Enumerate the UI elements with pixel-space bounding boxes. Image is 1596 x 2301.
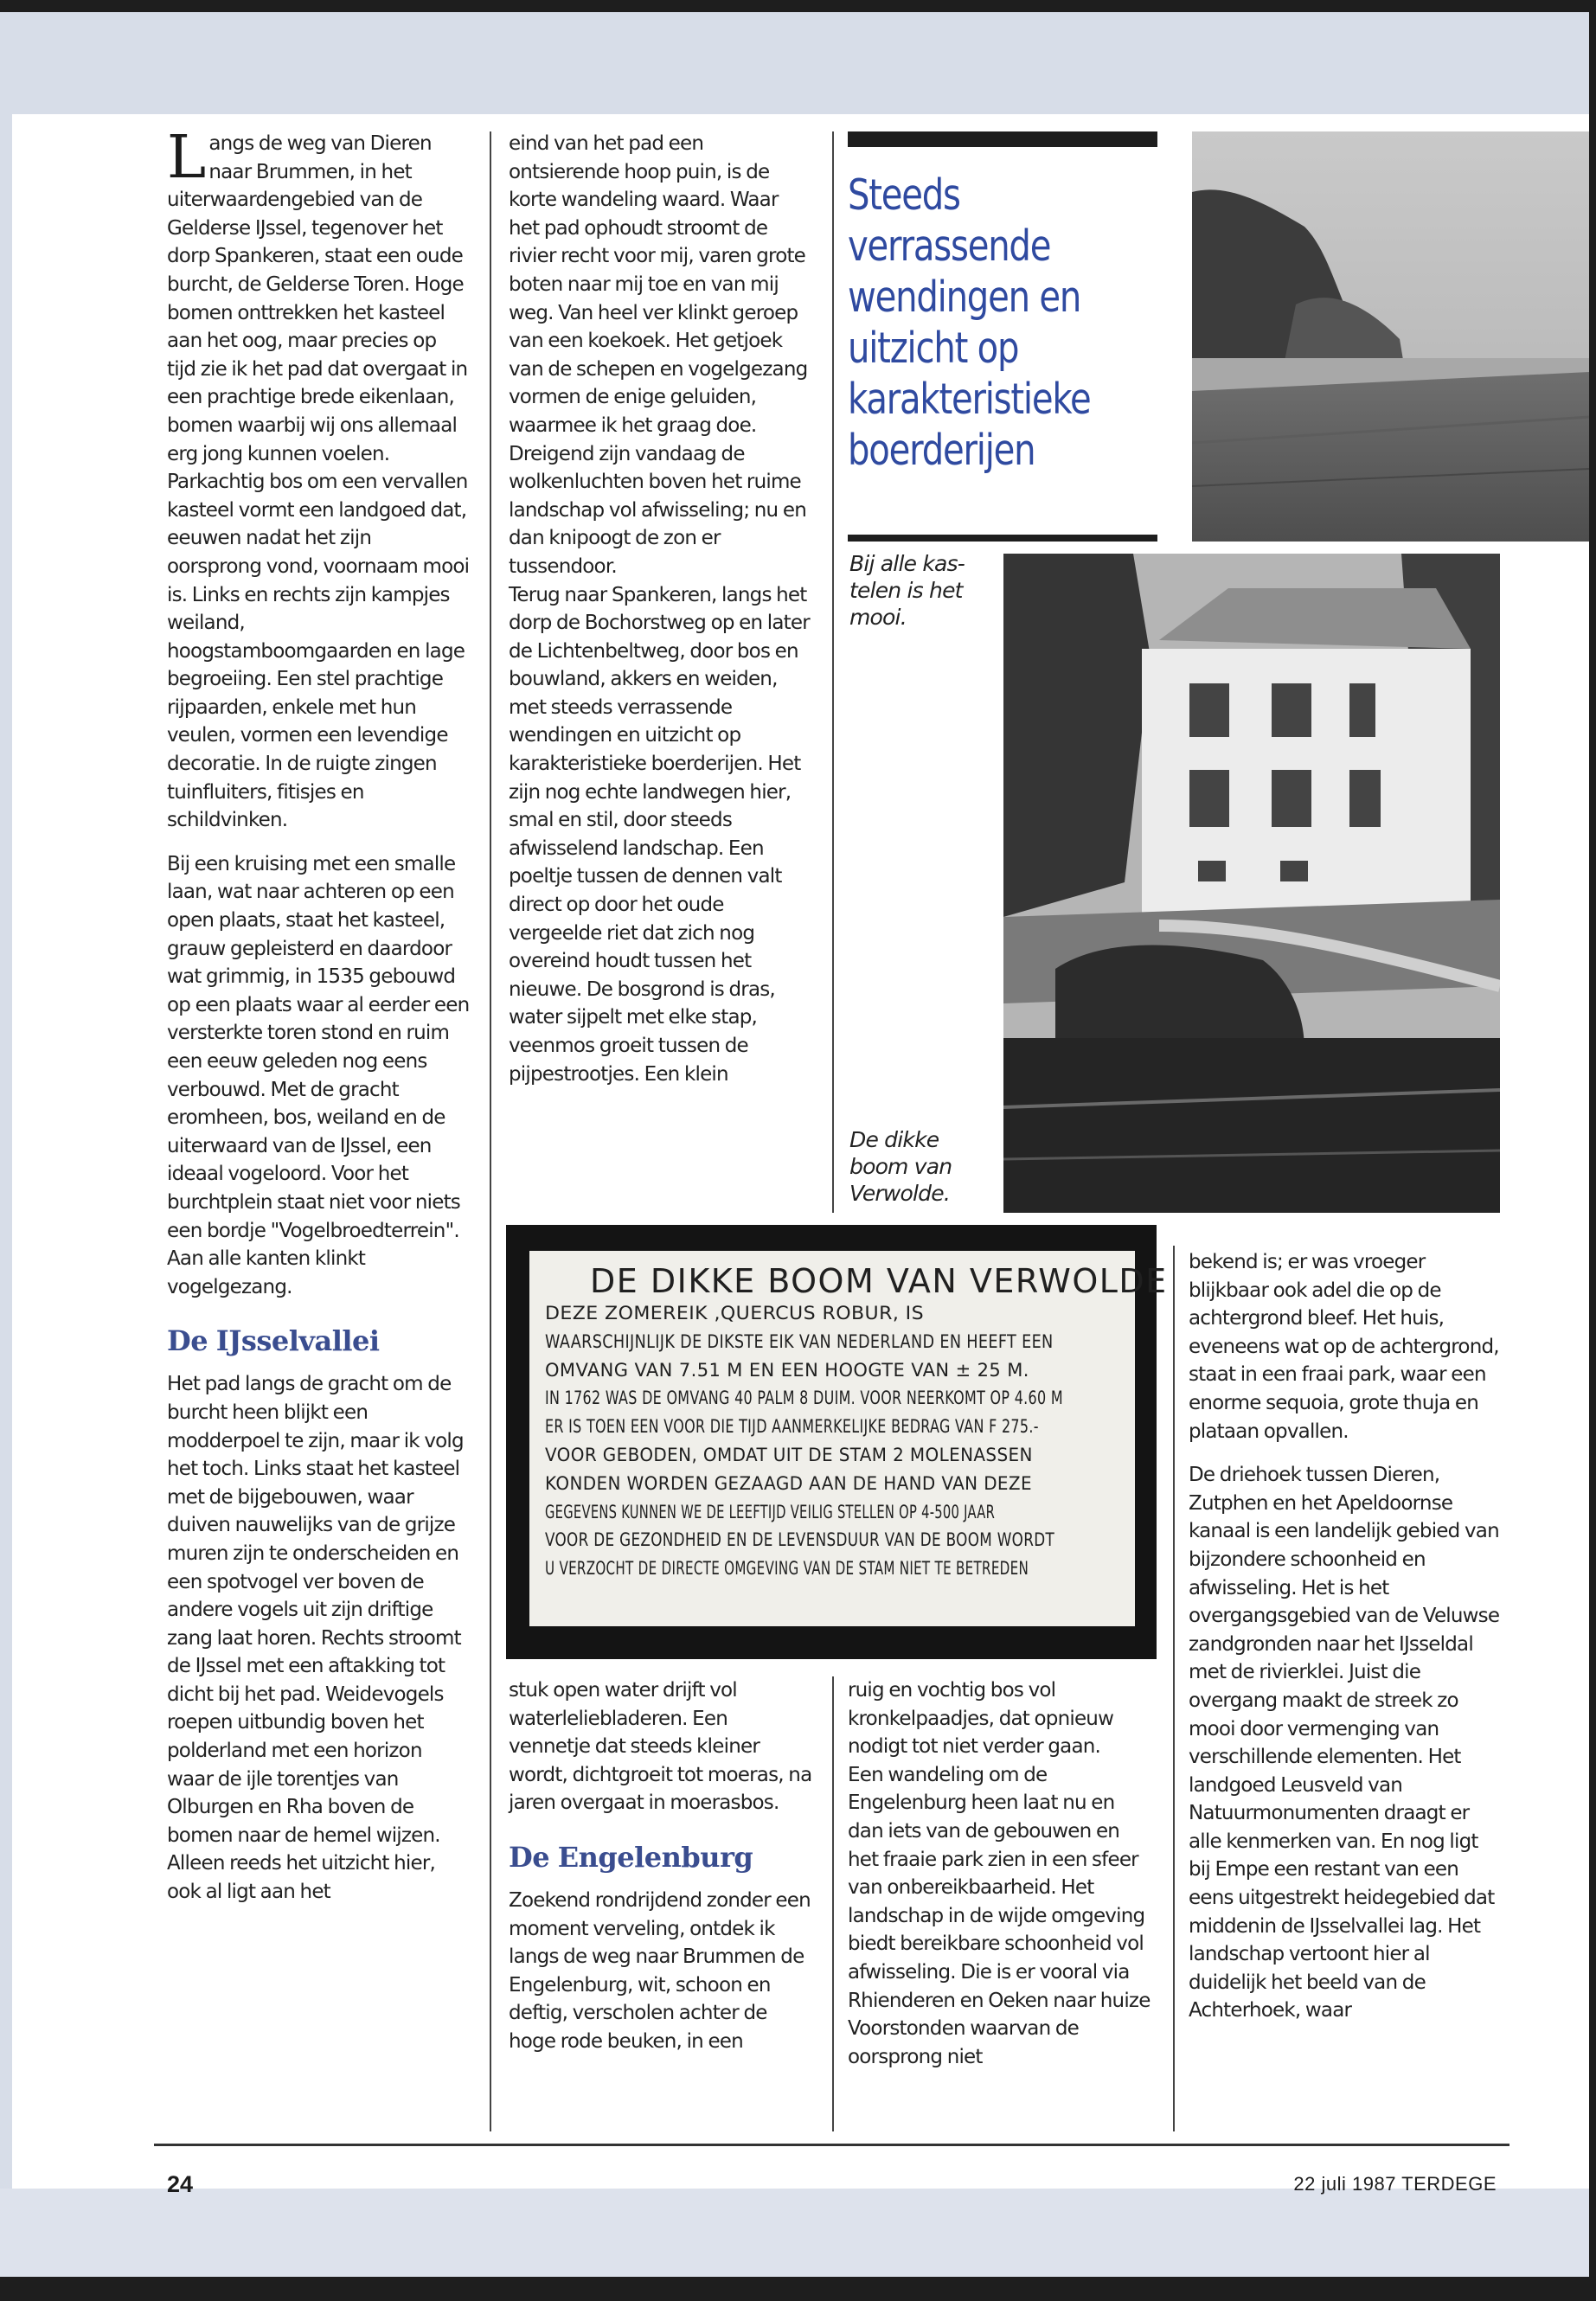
heading-line: karakteristieke (848, 375, 1091, 424)
photo-sign-dikke-boom (506, 1225, 1168, 1659)
heading-line: uitzicht op (848, 324, 1019, 373)
pull-heading (848, 131, 1157, 476)
article-column-4 (1189, 1248, 1500, 2025)
article-column-3 (848, 1676, 1151, 2071)
heading-text (848, 170, 1157, 476)
caption-line: De dikke (849, 1127, 939, 1152)
sign-line: IN 1762 WAS DE OMVANG 40 PALM 8 DUIM. VOOR NEERKOMT OP 4.60 M (545, 1388, 1063, 1409)
article-paragraph: eind van het pad een ontsierende hoop puin, is de korte wandeling waard. Waar het pad ophoudt stroomt de rivier recht voor mij, varen grote boten naar mij toe en van mij weg. Van heel ver klinkt geroep van een koekoek. Het getjoek van de schepen en vogelgezang vormen de enige geluiden, waarmee ik het graag doe. (509, 132, 808, 437)
article-paragraph: Bij een kruising met een smalle laan, wat naar achteren op een open plaats, staat het kasteel, grauw gepleisterd en daardoor wat grimmig, in 1535 gebouwd op een plaats waar al eerder een versterkte toren stond en ruim een eeuw geleden nog eens verbouwd. Met de gracht eromheen, bos, weiland en de uiterwaard van de IJssel, een ideaal vogeloord. Voor het burchtplein staat niet voor niets een bordje "Vogelbroedterrein". Aan alle kanten klinkt vogelgezang. (167, 852, 470, 1298)
sign-line: VOOR GEBODEN, OMDAT UIT DE STAM 2 MOLENASSEN (545, 1444, 1033, 1465)
article-paragraph (167, 124, 470, 835)
article-paragraph: stuk open water drijft vol waterleliebladeren. Een vennetje dat steeds kleiner wordt, dichtgroeit tot moeras, na jaren overgaat in moerasbos. (509, 1679, 812, 1815)
column-divider (832, 131, 834, 1213)
caption-line: Bij alle kas- (849, 551, 965, 576)
sign-line: GEGEVENS KUNNEN WE DE LEEFTIJD VEILIG STELLEN OP 4-500 JAAR (545, 1501, 996, 1522)
paragraph-text: angs de weg van Dieren naar Brummen, in het uiterwaardengebied van de Gelderse IJssel, tegenover het dorp Spankeren, staat een oude burcht, de Gelderse Toren. Hoge bomen onttrekken het kasteel aan het oog, maar precies op tijd zie ik het pad dat overgaat in een prachtige brede eikenlaan, bomen waarbij wij ons allemaal erg jong kunnen voelen. Parkachtig bos om een vervallen kasteel vormt een landgoed dat, eeuwen nadat het zijn oorsprong vond, voornaam mooi is. Links en rechts zijn kampjes weiland, hoogstamboomgaarden en lage begroeiing. Een stel prachtige rijpaarden, enkele met hun veulen, vormen een levendige decoratie. In de ruigte zingen tuinfluiters, fitisjes en schildvinken. (167, 132, 470, 832)
page-margin-band-left (0, 12, 12, 2261)
photo-caption-tree (849, 1126, 979, 1207)
article-paragraph: Terug naar Spankeren, langs het dorp de Bochorstweg op en later de Lichtenbeltweg, door bos en bouwland, akkers en weiden, met steeds verrassende wendingen en uitzicht op karakteristieke boerderijen. Het zijn nog echte landwegen hier, smal en stil, door steeds afwisselend landschap. Een poeltje tussen de dennen valt direct op door het oude vergeelde riet dat zich nog overeind houdt tussen het nieuwe. De bosgrond is dras, water sijpelt met elke stap, veenmos groeit tussen de pijpestrootjes. Een klein (509, 583, 810, 1086)
article-paragraph: De driehoek tussen Dieren, Zutphen en het Apeldoornse kanaal is een landelijk gebied van bijzondere schoonheid en afwisseling. Het is het overgangsgebied van de Veluwse zandgronden naar het IJsseldal met de rivierklei. Juist die overgang maakt de streek zo mooi door vermenging van verschillende elementen. Het landgoed Leusveld van Natuurmonumenten draagt er alle kenmerken van. En nog ligt bij Empe een restant van een eens uitgestrekt heidegebied dat middenin de IJsselvallei lag. Het landschap vertoont hier al duidelijk het beeld van de Achterhoek, waar (1189, 1464, 1500, 2022)
heading-rule-top (848, 131, 1157, 147)
column-divider (832, 1676, 834, 2131)
article-column-1 (167, 124, 470, 1907)
article-paragraph: Zoekend rondrijdend zonder een moment verveling, ontdek ik langs de weg naar Brummen de Engelenburg, wit, schoon en deftig, verscholen achter de hoge rode beuken, in een (509, 1888, 811, 2053)
article-column-2 (509, 130, 813, 1088)
article-paragraph: ruig en vochtig bos vol kronkelpaadjes, dat opnieuw nodigt tot niet verder gaan. (848, 1679, 1114, 1759)
scan-border-bottom (0, 2277, 1596, 2301)
article-paragraph: Een wandeling om de Engelenburg heen laat nu en dan iets van de gebouwen en het fraaie park zien in een sfeer van onbereikbaarheid. Het landschap in de wijde omgeving biedt bereikbare schoonheid vol afwisseling. Die is er vooral via Rhienderen en Oeken naar huize Voorstonden waarvan de oorsprong niet (848, 1763, 1151, 2068)
sign-line: DEZE ZOMEREIK ,QUERCUS ROBUR, IS (545, 1303, 925, 1324)
article-paragraph: bekend is; er was vroeger blijkbaar ook adel die op de achtergrond bleef. Het huis, eveneens wat op de achtergrond, staat in een fraai park, waar een enorme sequoia, grote thuja en plataan opvallen. (1189, 1251, 1499, 1443)
caption-line: boom van (849, 1154, 952, 1179)
page-margin-band-bottom (0, 2189, 1589, 2277)
landscape-image (1192, 131, 1589, 542)
section-heading: De IJsselvallei (167, 1324, 380, 1358)
sign-line: U VERZOCHT DE DIRECTE OMGEVING VAN DE STAM NIET TE BETREDEN (545, 1558, 1029, 1580)
heading-line: wendingen en (848, 272, 1081, 322)
heading-line: Steeds (848, 170, 960, 220)
article-paragraph: Het pad langs de gracht om de burcht heen blijkt een modderpoel te zijn, maar ik volg het toch. Links staat het kasteel met de bijgebouwen, waar duiven nauwelijks van de grijze muren zijn te onderscheiden en een spotvogel ver boven de andere vogels uit zijn driftige zang laat horen. Rechts stroomt de IJssel met een aftakking tot dicht bij het pad. Weidevogels roepen uitbundig boven het polderland met een horizon waar de ijle torentjes van Olburgen en Rha boven de bomen naar de hemel wijzen. Alleen reeds het uitzicht hier, ook al ligt aan het (167, 1373, 464, 1904)
section-heading: De Engelenburg (509, 1840, 753, 1874)
caption-line: Verwolde. (849, 1181, 950, 1206)
sign-title: DE DIKKE BOOM VAN VERWOLDE (590, 1262, 1168, 1300)
heading-line: boerderijen (848, 426, 1035, 475)
column-divider (1173, 1246, 1175, 2131)
issue-date: 22 juli 1987 TERDEGE (1293, 2173, 1497, 2195)
heading-line: verrassende (848, 221, 1051, 271)
scan-border-right (1589, 0, 1596, 2301)
sign-line: ER IS TOEN EEN VOOR DIE TIJD AANMERKELIJKE BEDRAG VAN F 275.- (545, 1416, 1039, 1438)
drop-cap: L (167, 124, 206, 192)
castle-image (1003, 554, 1500, 1213)
sign-line: KONDEN WORDEN GEZAAGD AAN DE HAND VAN DEZE (545, 1472, 1032, 1494)
sign-line: OMVANG VAN 7.51 M EN EEN HOOGTE VAN ± 25 M. (545, 1359, 1029, 1381)
photo-castle (1003, 554, 1500, 1213)
caption-line: telen is het (849, 578, 963, 603)
article-column-2-lower (509, 1676, 813, 2056)
article-paragraph: Dreigend zijn vandaag de wolkenluchten boven het ruime landschap vol afwisseling; nu en dan knipoogt de zon er tussendoor. (509, 442, 806, 578)
page-number: 24 (167, 2171, 194, 2197)
sign-board (529, 1251, 1168, 1626)
photo-river-landscape (1192, 131, 1589, 542)
sign-line: VOOR DE GEZONDHEID EN DE LEVENSDUUR VAN DE BOOM WORDT (545, 1529, 1055, 1551)
sign-line: WAARSCHIJNLIJK DE DIKSTE EIK VAN NEDERLAND EN HEEFT EEN (545, 1330, 1054, 1352)
heading-rule-bottom (848, 535, 1157, 542)
footer-rule (154, 2144, 1509, 2146)
column-divider (490, 131, 491, 2131)
photo-caption-castle (849, 550, 979, 631)
page-margin-band-top (7, 12, 1596, 114)
caption-line: mooi. (849, 605, 907, 630)
scan-border-top (0, 0, 1596, 12)
